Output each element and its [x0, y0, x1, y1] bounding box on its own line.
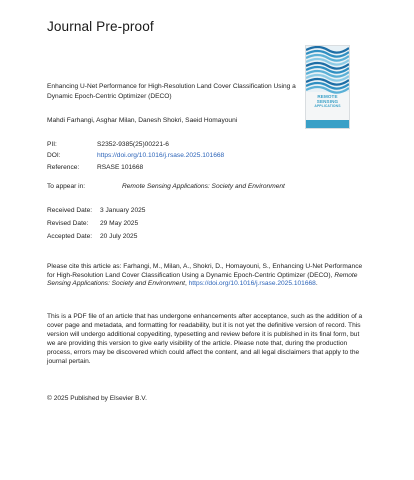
pii-value: S2352-9385(25)00221-6: [97, 141, 169, 148]
journal-pre-proof-heading: Journal Pre-proof: [47, 19, 154, 34]
article-authors: Mahdi Farhangi, Asghar Milan, Danesh Shokri, Saeid Homayouni: [47, 117, 238, 124]
citation-journal: Remote Sensing Applications: Society and Environment: [47, 271, 358, 288]
accepted-date-label: Accepted Date:: [47, 233, 93, 240]
accepted-date-value: 20 July 2025: [100, 233, 138, 240]
citation-end: .: [315, 280, 318, 288]
revised-date-value: 29 May 2025: [100, 220, 139, 227]
citation-separator: ,: [184, 280, 187, 288]
to-appear-label: To appear in:: [47, 183, 86, 190]
copyright-line: © 2025 Published by Elsevier B.V.: [47, 395, 147, 402]
journal-name: Remote Sensing Applications: Society and Environment: [122, 183, 285, 190]
article-title: Enhancing U-Net Performance for High-Resolution Land Cover Classification Using a Dynamic Epoch-Centric Optimizer (DECO): [47, 83, 296, 100]
doi-label: DOI:: [47, 152, 61, 159]
received-date-label: Received Date:: [47, 207, 93, 214]
received-date-value: 3 January 2025: [100, 207, 146, 214]
cover-title-line: SENSING: [316, 98, 339, 104]
cover-title-line: REMOTE: [317, 94, 338, 99]
doi-link[interactable]: https://doi.org/10.1016/j.rsase.2025.101668: [97, 152, 225, 159]
journal-cover-thumbnail: [305, 45, 350, 129]
citation-text: Please cite this article as: Farhangi, M., Milan, A., Shokri, D., Homayouni, S., Enhancing U-Net Performance for High-Resolution Land Cover Classification Using a Dynamic Epoch-Centric Optimizer (DECO),: [47, 263, 363, 279]
pii-label: PII:: [47, 141, 57, 148]
citation-doi-link[interactable]: https://doi.org/10.1016/j.rsase.2025.101668: [188, 280, 316, 288]
cover-stripes-graphic: [306, 46, 349, 128]
revised-date-label: Revised Date:: [47, 220, 89, 227]
cover-journal-name: [306, 95, 349, 109]
reference-label: Reference:: [47, 164, 80, 171]
citation-paragraph: [47, 263, 367, 289]
cover-bottom-band: [306, 120, 349, 128]
cover-title-line: APPLICATIONS: [314, 104, 341, 109]
reference-value: RSASE 101668: [97, 164, 144, 171]
pre-proof-notice: This is a PDF file of an article that has undergone enhancements after acceptance, such as the addition of a cover page and metadata, and formatting for readability, but it is not yet the definitive version of record. This version will undergo additional copyediting, typesetting and review before it is published in its final form, but we are providing this version to give early visibility of the article. Please note that, during the production process, errors may be discovered which could affect the content, and all legal disclaimers that apply to the journal pertain.: [47, 313, 363, 365]
